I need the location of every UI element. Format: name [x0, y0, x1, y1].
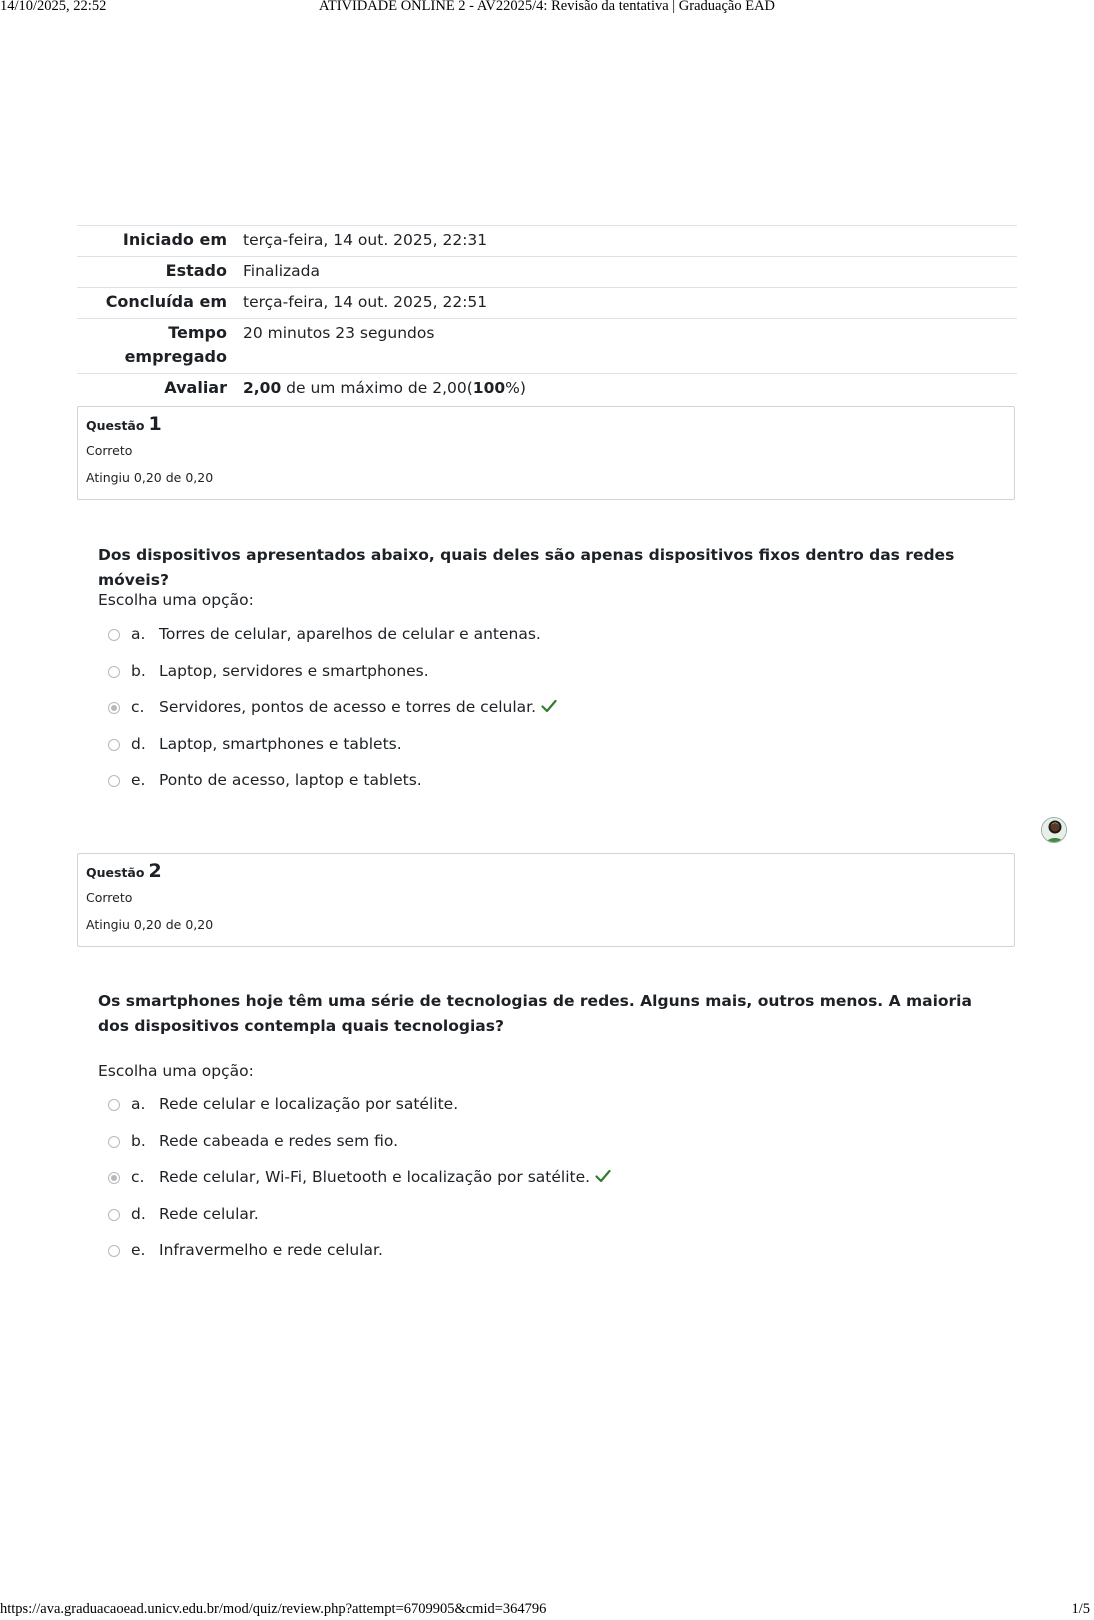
summary-label-line1: Tempo — [168, 323, 227, 342]
question-prompt-1: Escolha uma opção: — [98, 591, 254, 609]
question-prompt-2: Escolha uma opção: — [98, 1062, 254, 1080]
summary-value: 20 minutos 23 segundos — [235, 319, 1017, 374]
answer-letter: d. — [131, 734, 146, 753]
answer-text: Ponto de acesso, laptop e tablets. — [159, 771, 422, 789]
question-info-1 — [77, 406, 1015, 500]
radio-button[interactable] — [108, 1136, 120, 1148]
summary-value: Finalizada — [235, 257, 1017, 288]
grade-end: %) — [505, 379, 526, 397]
check-icon — [541, 699, 557, 713]
question-state: Correto — [86, 443, 133, 458]
answer-text: Rede celular e localização por satélite. — [159, 1095, 459, 1113]
summary-row-time — [77, 319, 1017, 374]
answer-text: Laptop, servidores e smartphones. — [159, 661, 429, 680]
question-num: 1 — [148, 413, 162, 435]
summary-row-started — [77, 226, 1017, 257]
print-date: 14/10/2025, 22:52 — [0, 0, 107, 14]
summary-label: Avaliar — [77, 374, 235, 405]
radio-button[interactable] — [108, 1245, 120, 1257]
grade-score: 2,00 — [243, 379, 282, 397]
summary-label-line2: empregado — [124, 347, 227, 366]
answer-letter: c. — [131, 1168, 145, 1186]
print-footer — [0, 1601, 1094, 1619]
radio-button-checked[interactable] — [108, 1172, 120, 1184]
answer-text: Torres de celular, aparelhos de celular e antenas. — [159, 625, 541, 643]
answer-text: Servidores, pontos de acesso e torres de celular. — [159, 698, 537, 716]
radio-button[interactable] — [108, 629, 120, 641]
summary-row-completed — [77, 288, 1017, 319]
summary-label: Concluída em — [77, 288, 235, 319]
question-number — [86, 860, 1014, 884]
summary-value: terça-feira, 14 out. 2025, 22:31 — [235, 226, 1017, 257]
question-num: 2 — [148, 860, 162, 882]
question-label: Questão — [86, 418, 145, 433]
answer-text: Rede celular, Wi-Fi, Bluetooth e localização por satélite. — [159, 1168, 591, 1186]
answer-text: Laptop, smartphones e tablets. — [159, 734, 402, 753]
answer-letter: c. — [131, 698, 145, 716]
answer-letter: b. — [131, 661, 146, 680]
question-state: Correto — [86, 890, 133, 905]
answer-letter: a. — [131, 625, 146, 643]
question-grade: Atingiu 0,20 de 0,20 — [86, 470, 214, 485]
answer-text: Rede cabeada e redes sem fio. — [159, 1131, 399, 1150]
question-info-2 — [77, 853, 1015, 947]
avatar-icon[interactable] — [1041, 817, 1067, 843]
answer-text: Rede celular. — [159, 1204, 259, 1223]
answer-text: Infravermelho e rede celular. — [159, 1241, 383, 1259]
answer-letter: e. — [131, 1241, 146, 1259]
summary-value — [235, 374, 1017, 405]
grade-percent: 100 — [472, 379, 506, 397]
grade-middle: de um máximo de 2,00( — [281, 379, 473, 397]
answer-text-wrap — [159, 1166, 611, 1188]
question-text-1: Dos dispositivos apresentados abaixo, quais deles são apenas dispositivos fixos dentro das redes móveis? — [98, 546, 955, 589]
print-title: ATIVIDADE ONLINE 2 - AV22025/4: Revisão da tentativa | Graduação EAD — [318, 0, 776, 14]
question-label: Questão — [86, 865, 145, 880]
question-grade: Atingiu 0,20 de 0,20 — [86, 917, 214, 932]
answer-letter: a. — [131, 1095, 146, 1113]
radio-button[interactable] — [108, 1099, 120, 1111]
question-text-2: Os smartphones hoje têm uma série de tecnologias de redes. Alguns mais, outros menos. A maioria dos dispositivos contempla quais tecnologias? — [98, 992, 972, 1035]
summary-label: Iniciado em — [77, 226, 235, 257]
check-icon — [595, 1169, 611, 1183]
answer-letter: b. — [131, 1131, 146, 1150]
radio-button[interactable] — [108, 775, 120, 787]
summary-row-state — [77, 257, 1017, 288]
answer-letter: d. — [131, 1204, 146, 1223]
summary-label: Estado — [77, 257, 235, 288]
radio-button[interactable] — [108, 1209, 120, 1221]
summary-row-grade — [77, 374, 1017, 405]
radio-button[interactable] — [108, 739, 120, 751]
answer-letter: e. — [131, 771, 146, 789]
question-number — [86, 413, 1014, 437]
avatar-image — [1042, 818, 1067, 843]
answer-text-wrap — [159, 696, 557, 718]
print-url: https://ava.graduacaoead.unicv.edu.br/mod/quiz/review.php?attempt=6709905&cmid=364796 — [0, 1601, 547, 1617]
attempt-summary-table — [77, 225, 1017, 404]
radio-button-checked[interactable] — [108, 702, 120, 714]
radio-button[interactable] — [108, 666, 120, 678]
print-page-count: 1/5 — [1071, 1601, 1090, 1617]
print-header — [0, 0, 1094, 16]
summary-label — [77, 319, 235, 374]
summary-value: terça-feira, 14 out. 2025, 22:51 — [235, 288, 1017, 319]
